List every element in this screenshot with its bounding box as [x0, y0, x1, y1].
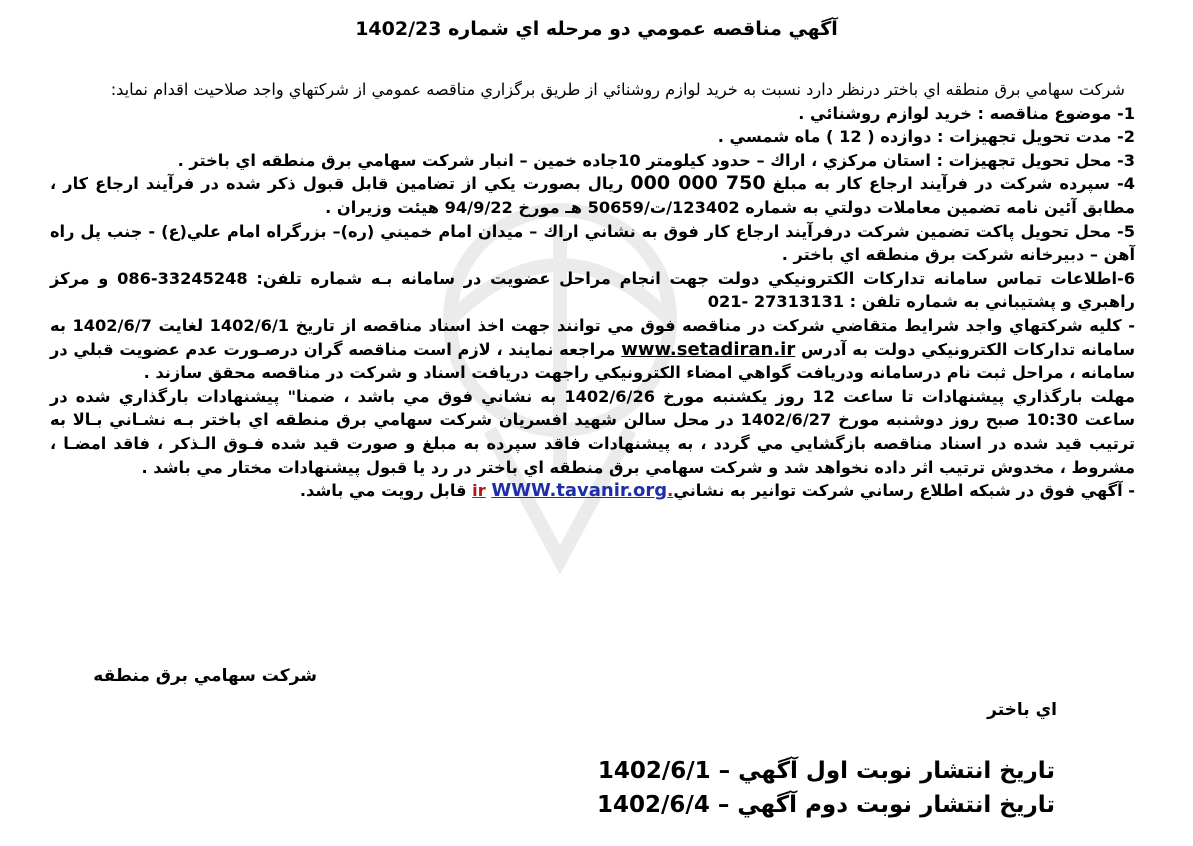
item-4-suffix: ريال بصورت يكي از تضامين قابل قبول ذكر شده در فرآيند ارجاع كار ، مطابق آئين نامه تضمين معاملات دولتي به شماره 123402/ت/50659 هـ مورخ 94/9/22 هيئت وزيران .	[50, 174, 1135, 217]
notice-title: آگهي مناقصه عمومي دو مرحله اي شماره 1402/23	[355, 18, 838, 40]
conditions-1-start: - کليه شرکتهاي واجد شرايط متقاضي شرکت در مناقصه فوق مي توانند جهت اخذ اسناد مناقصه از تاريخ 1402/6/1 لغايت 1402/6/7 به سامانه تداركات الكترونيكي دولت به آدرس	[50, 315, 1135, 359]
notice-body	[50, 78, 1135, 503]
item-6: 6-اطلاعات تماس سامانه تداركات الكترونيكي دولت جهت انجام مراحل عضويت در سامانه بـه شماره تلفن: 33245248-086 و مرکز راهبري و پشتيباني به شماره تلفن : 27313131 -021	[50, 268, 1135, 312]
item-4-prefix: 4- سپرده شركت در فرآيند ارجاع كار به مبلغ	[765, 174, 1135, 194]
item-1-subject: خريد لوازم روشنائي .	[798, 103, 972, 123]
conditions-3-start: - آگهي فوق در شبکه اطلاع رساني شرکت توانير به نشاني	[673, 481, 1135, 501]
item-1-prefix: 1- موضوع مناقصه :	[971, 103, 1135, 123]
intro-paragraph: شرکت سهامي برق منطقه اي باختر درنظر دارد نسبت به خريد لوازم روشنائي از طريق برگزاري مناقصه عمومي از شرکتهاي واجد صلاحيت اقدام نمايد:	[110, 80, 1125, 99]
item-5: 5- محل تحويل پاکت تضمين شرکت درفرآيند ارجاع كار فوق به نشاني اراك – ميدان امام خميني (ره)– بزرگراه امام علي(ع) - جنب پل راه آهن – دبيرخانه شركت برق منطقه اي باختر .	[50, 221, 1135, 265]
conditions-1-end: مراجعه نمايند ، لازم است مناقصه گران درصـورت عدم عضويت قبلي در سامانه ، مراحل ثبت نام درسامانه ودريافت گواهي امضاء الكترونيكي راجهت دريافت اسناد و شرکت در مناقصه محقق سازند .	[50, 339, 1135, 383]
item-3: 3- محل تحويل تجهيزات : استان مرکزي ، اراك – حدود كيلومتر 10جاده خمين – انبار شرکت سهامي برق منطقه اي باختر .	[177, 150, 1135, 170]
conditions-paragraph-1	[50, 314, 1135, 385]
setadiran-link[interactable]: www.setadiran.ir	[621, 338, 796, 360]
conditions-3-end: قابل رويت مي باشد.	[299, 481, 473, 501]
first-publication-date: تاريخ انتشار نوبت اول آگهي – 1402/6/1	[597, 758, 1055, 784]
deposit-amount: 750 000 000	[630, 172, 766, 195]
item-4	[50, 172, 1135, 219]
conditions-paragraph-3	[50, 479, 1135, 503]
signature-line-1: شركت سهامي برق منطقه	[93, 666, 317, 686]
second-publication-date: تاريخ انتشار نوبت دوم آگهي – 1402/6/4	[597, 792, 1055, 818]
item-2: 2- مدت تحويل تجهيزات : دوازده ( 12 ) ماه شمسي .	[717, 127, 1135, 147]
item-1	[50, 102, 1135, 126]
conditions-paragraph-2: مهلت بارگذاري پيشنهادات تا ساعت 12 روز يکشنبه مورخ 1402/6/26 به نشاني فوق مي باشد ، ضمنا" پيشنهادات بارگذاري شده در ساعت 10:30 صبح روز دوشنبه مورخ 1402/6/27 در محل سالن شهيد افسريان شرکت سهامي برق منطقه اي باختر بـه نشـاني بـالا به ترتيب قيد شده در اسناد مناقصه بازگشايي مي گردد ، به پيشنهادات فاقد سپرده به مبلغ و صورت قيد شده فـوق الـذكر ، فاقد امضـا ، مشروط ، مخدوش ترتيب اثر داده نخواهد شد و شرکت سهامي برق منطقه اي باختر در رد يا قبول پيشنهادات مختار مي باشد .	[50, 386, 1136, 477]
tavanir-link[interactable]: WWW.tavanir.org	[491, 480, 668, 502]
tavanir-ir-link[interactable]: .ir	[472, 481, 674, 501]
signature-line-2: اي باختر	[987, 700, 1057, 720]
